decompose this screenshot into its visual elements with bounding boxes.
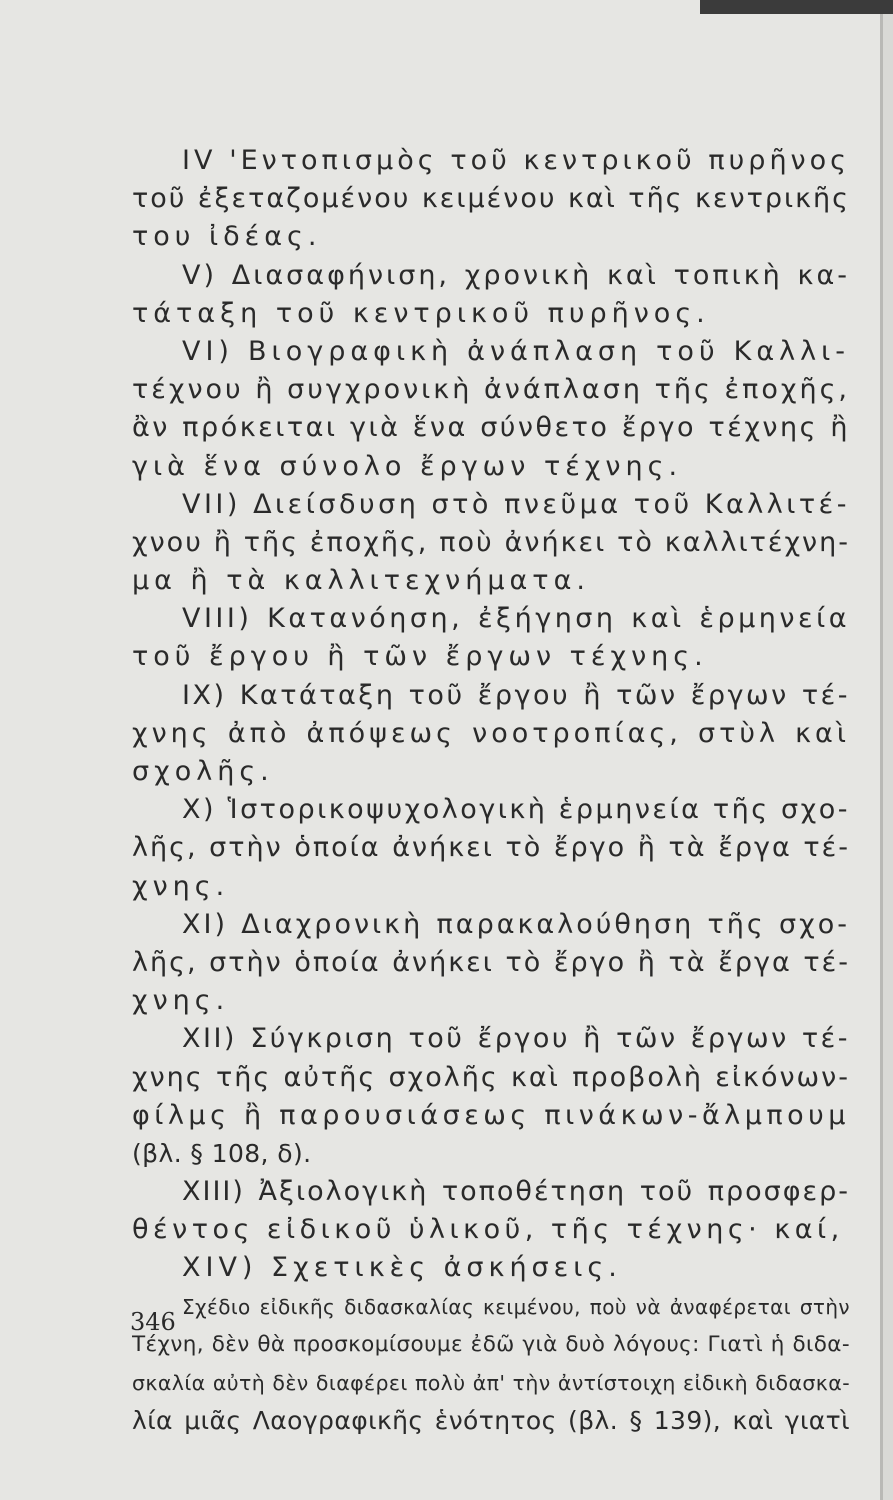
text-line: VIII) Κατανόηση, ἐξήγηση καὶ ἑρμηνεία <box>182 603 850 635</box>
body-text <box>132 142 850 1440</box>
text-line: χνης. <box>132 870 230 902</box>
text-line: V) Διασαφήνιση, χρονικὴ καὶ τοπικὴ κα- <box>182 259 850 291</box>
text-line: X) Ἱστορικοψυχολογικὴ ἑρμηνεία τῆς σχο- <box>182 794 850 826</box>
text-line: θέντος εἰδικοῦ ὑλικοῦ, τῆς τέχνης· καί, <box>132 1214 844 1246</box>
text-line: χνου ἢ τῆς ἐποχῆς, ποὺ ἀνήκει τὸ καλλιτέχνη- <box>132 526 850 558</box>
text-line: IX) Κατάταξη τοῦ ἔργου ἢ τῶν ἔργων τέ- <box>182 679 850 711</box>
scan-edge-shadow <box>700 0 893 14</box>
text-line: χνης ἀπὸ ἀπόψεως νοοτροπίας, στὺλ καὶ <box>132 717 850 749</box>
text-line: VII) Διείσδυση στὸ πνεῦμα τοῦ Καλλιτέ- <box>182 488 850 520</box>
text-line: χνης. <box>132 985 230 1017</box>
text-line: Σχέδιο εἰδικῆς διδασκαλίας κειμένου, ποὺ νὰ ἀναφέρεται στὴν <box>182 1294 850 1319</box>
text-line: τοῦ ἔργου ἢ τῶν ἔργων τέχνης. <box>132 641 708 673</box>
text-line: σκαλία αὐτὴ δὲν διαφέρει πολὺ ἀπ' τὴν ἀντίστοιχη εἰδικὴ διδασκα- <box>132 1371 850 1395</box>
text-line: (βλ. § 108, δ). <box>132 1138 312 1168</box>
text-line: XII) Σύγκριση τοῦ ἔργου ἢ τῶν ἔργων τέ- <box>182 1023 850 1055</box>
text-line: λῆς, στὴν ὁποία ἀνήκει τὸ ἔργο ἢ τὰ ἔργα τέ- <box>132 946 850 978</box>
text-line: Τέχνη, δὲν θὰ προσκομίσουμε ἐδῶ γιὰ δυὸ λόγους: Γιατὶ ἡ διδα- <box>132 1331 850 1357</box>
text-line: του ἰδέας. <box>132 221 322 253</box>
text-line: χνης τῆς αὐτῆς σχολῆς καὶ προβολὴ εἰκόνων- <box>132 1061 850 1093</box>
text-line: XIV) Σχετικὲς ἀσκήσεις. <box>182 1252 622 1284</box>
text-line: τάταξη τοῦ κεντρικοῦ πυρῆνος. <box>132 297 710 329</box>
text-line: XIII) Ἀξιολογικὴ τοποθέτηση τοῦ προσφερ- <box>182 1176 850 1208</box>
page-number: 346 <box>130 1308 176 1336</box>
text-line: σχολῆς. <box>132 756 274 787</box>
text-line: λία μιᾶς Λαογραφικῆς ἑνότητος (βλ. § 139), καὶ γιατὶ <box>132 1406 850 1436</box>
text-line: τοῦ ἐξεταζομένου κειμένου καὶ τῆς κεντρικῆς <box>132 183 850 215</box>
text-line: γιὰ ἕνα σύνολο ἔργων τέχνης. <box>132 450 683 482</box>
text-line: IV 'Εντοπισμὸς τοῦ κεντρικοῦ πυρῆνος <box>182 145 850 176</box>
text-line: τέχνου ἢ συγχρονικὴ ἀνάπλαση τῆς ἐποχῆς, <box>132 374 850 406</box>
text-line: μα ἢ τὰ καλλιτεχνήματα. <box>132 565 590 597</box>
text-line: λῆς, στὴν ὁποία ἀνήκει τὸ ἔργο ἢ τὰ ἔργα τέ- <box>132 832 850 864</box>
text-line: φίλμς ἢ παρουσιάσεως πινάκων-ἄλμπουμ <box>132 1099 850 1131</box>
text-line: XI) Διαχρονικὴ παρακαλούθηση τῆς σχο- <box>182 908 850 940</box>
text-line: ἂν πρόκειται γιὰ ἕνα σύνθετο ἔργο τέχνης ἢ <box>132 412 850 444</box>
text-line: VI) Βιογραφικὴ ἀνάπλαση τοῦ Καλλι- <box>182 335 850 367</box>
